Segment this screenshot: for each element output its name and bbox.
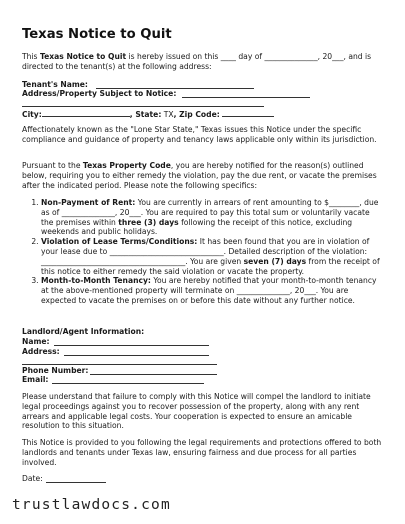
intro-text: This bbox=[22, 52, 40, 61]
address-line-2[interactable] bbox=[22, 106, 264, 107]
landlord-address-line[interactable] bbox=[64, 355, 209, 356]
page-title: Texas Notice to Quit bbox=[22, 27, 172, 42]
tenant-name-label: Tenant's Name: bbox=[22, 80, 88, 89]
understand-text: Please understand that failure to comply with this Notice will compel the landlord to initiate legal proceedings against you to recover possession of the property, along with any rent arrears and applicable legal costs. Your cooperation is expected to ensure an amicable resolution to this situation. bbox=[22, 392, 371, 431]
pursuant-text-rest: , you are hereby notified for the reason(s) outlined below, requiring you to either remedy the violation, pay the due rent, or vacate the premises after the indicated period. Please note the following specifics: bbox=[22, 161, 377, 190]
landlord-email-label: Email: bbox=[22, 375, 49, 384]
reasons-list bbox=[22, 198, 384, 306]
landlord-address-label: Address: bbox=[22, 347, 60, 356]
list-item: 3. Month-to-Month Tenancy: You are hereby notified that your month-to-month tenancy at the above-mentioned property will terminate on ______________, 20___. You are expected to vacate the premises on or before this date without any further notice. bbox=[41, 276, 384, 305]
state-label: , State: bbox=[129, 110, 162, 119]
understand-paragraph bbox=[22, 392, 384, 431]
city-state-zip-field bbox=[22, 108, 384, 120]
pursuant-paragraph bbox=[22, 161, 384, 190]
city-line[interactable] bbox=[42, 108, 130, 117]
landlord-section bbox=[22, 327, 384, 337]
footer-watermark: trustlawdocs.com bbox=[12, 497, 171, 513]
landlord-email-line[interactable] bbox=[52, 383, 204, 384]
landlord-address-line-2[interactable] bbox=[22, 364, 217, 365]
intro-text-rest: is hereby issued on this ____ day of ______________, 20___, and is directed to the tenant(s) at the following address: bbox=[22, 52, 372, 71]
provided-paragraph bbox=[22, 438, 384, 467]
address-line[interactable] bbox=[182, 97, 310, 98]
intro-bold: Texas Notice to Quit bbox=[39, 52, 127, 61]
landlord-heading: Landlord/Agent Information: bbox=[22, 327, 145, 336]
list-item: 2. Violation of Lease Terms/Conditions: It has been found that you are in violation of your lease due to ______________________________. Detailed description of the violation: ______________________________________. You are given seven (7) days from the receipt of this notice to either remedy the said violation or vacate the property. bbox=[41, 237, 384, 276]
state-value: TX bbox=[163, 110, 174, 119]
pursuant-bold: Texas Property Code bbox=[82, 161, 171, 170]
affection-text: Affectionately known as the "Lone Star State," Texas issues this Notice under the specific compliance and guidance of property and tenancy laws applicable only within its jurisdiction. bbox=[22, 125, 377, 144]
list-item: 1. Non-Payment of Rent: You are currently in arrears of rent amounting to $________, due as of ______________, 20___. You are required to pay this total sum or voluntarily vacate the premises within three (3) days following the receipt of this notice, excluding weekends and public holidays. bbox=[41, 198, 384, 237]
landlord-phone-label: Phone Number: bbox=[22, 366, 89, 375]
zip-line[interactable] bbox=[222, 108, 274, 117]
date-label: Date: bbox=[22, 474, 43, 483]
intro-paragraph bbox=[22, 52, 384, 72]
affection-paragraph bbox=[22, 125, 384, 145]
landlord-name-label: Name: bbox=[22, 337, 50, 346]
provided-text: This Notice is provided to you following the legal requirements and protections offered to both landlords and tenants under Texas law, ensuring fairness and due process for all parties involved. bbox=[22, 438, 382, 467]
address-label: Address/Property Subject to Notice: bbox=[22, 89, 177, 98]
city-label: City: bbox=[22, 110, 42, 119]
zip-label: , Zip Code: bbox=[173, 110, 220, 119]
date-line[interactable] bbox=[46, 482, 106, 483]
pursuant-text: Pursuant to the bbox=[22, 161, 83, 170]
landlord-name-line[interactable] bbox=[54, 345, 209, 346]
